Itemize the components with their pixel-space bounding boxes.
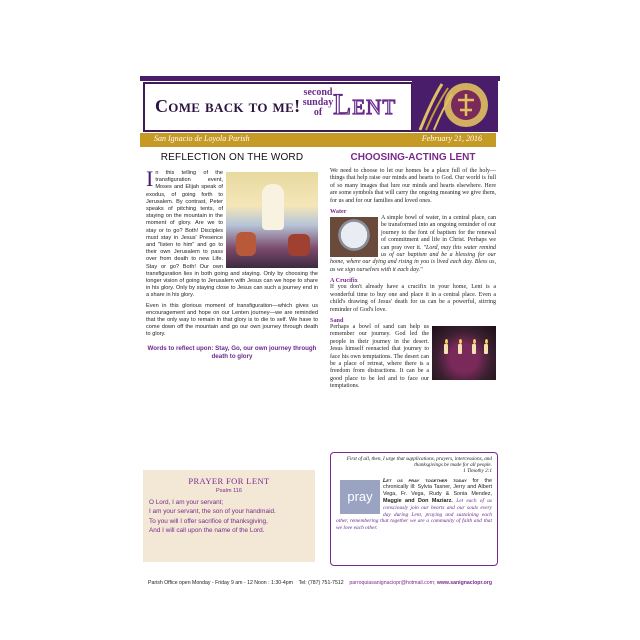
prayer-lines (143, 494, 315, 535)
header-box (143, 82, 413, 132)
parish-bar (140, 133, 496, 147)
website-link[interactable]: www.sanignaciopr.org (436, 580, 492, 586)
painting-figure-disciple-2 (288, 234, 310, 256)
quote-reference: 1 Timothy 2:1 (463, 468, 492, 475)
sand-text: Perhaps a bowl of sand can help us remember our journey. God led the people in their journey in the desert. Jesus himself reenacted that journey to face his own temptations. The desert can be a place of retreat, where there is a freedom from distractions. It can be a good place to be led and to face our temptations. (330, 323, 429, 390)
candle (458, 344, 462, 354)
water-heading: Water (330, 208, 347, 216)
reflection-para-1: n this telling of the transfiguration event, Moses and Elijah speak of exodus, of going forth to Jerusalem. By contrast, Peter speaks of pitching tents, of staying on the mountain in the moment of glory. Are we to stay or to go? Both! Disciples must stay in Jesus' Presence and "listen to him" and go to their own Jerusalem to pass over from death to new Life. Stay or go? Both! Our own transfiguration lies in both going and staying. Only by choosing the longer vision of going to Jerusalem with Jesus can we hope to share in his glory. Only by staying close to Jesus can such a journey end in a share in his glory. (146, 170, 318, 299)
scripture-quote (331, 453, 497, 475)
water-text: A simple bowl of water, in a central place, can be transformed into an ongoing reminder of our journey to the font of baptism for the renewal of commitment and life in Christ. Perhaps we can pray over it. (381, 215, 496, 251)
phone: Tel: (787) 751-7512 (298, 580, 344, 586)
pray-together-box (330, 452, 498, 566)
candle-flame (485, 339, 488, 344)
choosing-intro: We need to choose to let our homes be a place full of the holy—things that help raise our minds and hearts to God. Our world is full of so many images that lure our minds and hearts elsewhere. Here are some symbols that will carry the ongoing meaning we give them, for us and for our families and loved ones. (330, 168, 496, 204)
psalm-reference: Psalm 116 (215, 488, 242, 494)
water-section (330, 215, 496, 274)
prayer-title: PRAYER FOR LENT (188, 476, 270, 486)
lent-title: Lent (333, 88, 397, 121)
candle (472, 344, 476, 354)
pray-image: pray (340, 480, 380, 514)
sick-list-names: Maggie and Don Maziarz. (383, 498, 453, 504)
prayer-line: O Lord, I am your servant; (149, 499, 224, 506)
painting-figure-disciple (236, 232, 256, 256)
pray-closing: Let each of us consciously join our hearts and our souls every day during Lent, praying and sustaining each other, remembering that together we are a community of faith and that we love each other. (336, 498, 492, 532)
reflection-body (146, 166, 318, 300)
prayer-box (143, 470, 315, 562)
candle (484, 344, 488, 354)
sand-heading: Sand (330, 316, 344, 324)
crucifix-text: If you don't already have a crucifix in your home, Lent is a wonderful time to buy one and place it in a central place. Even a child's drawing of Jesus' death for us can be a powerful, stirring reminder of God's love. (330, 284, 496, 313)
pray-lead: Let us pray together today (383, 477, 467, 484)
water-prayer: "Lord, may this water remind us of our baptism and be a blessing for our home, where our dying and rising in you is lived each day. Bless us, as we sign ourselves with it each day." (330, 244, 497, 273)
candles-image (432, 326, 496, 380)
candle-flame (473, 339, 476, 344)
prayer-line: To you will I offer sacrifice of thanksgiving, (149, 517, 268, 525)
painting-figure-jesus (262, 184, 284, 230)
quote-text: First of all, then, I urge that supplications, prayers, intercessions, and thanksgivings be made for all people. (346, 456, 492, 469)
choosing-column (330, 152, 496, 391)
candle-flame (459, 339, 462, 344)
pray-together-body (331, 478, 497, 532)
reflection-column (146, 152, 318, 361)
reflection-heading: REFLECTION ON THE WORD (160, 152, 304, 163)
email-link[interactable]: parroquiasanignaciopr@hotmail.com; (349, 580, 436, 586)
bulletin-date: February 21, 2016 (421, 134, 482, 143)
candle (444, 344, 448, 354)
prayer-line: I am your servant, the son of your handmaid. (149, 508, 276, 516)
wheat-icon (412, 80, 498, 132)
parish-name: San Ignacio de Loyola Parish (154, 134, 250, 143)
sunday-label-line1: second (303, 87, 333, 98)
office-hours: Parish Office open Monday - Friday 9 am - 12 Noon : 1:30-4pm (148, 580, 293, 586)
wheat-ihs-emblem (412, 80, 498, 132)
words-to-reflect: Words to reflect upon: Stay, Go, our own journey through death to glory (147, 344, 317, 360)
water-bowl-image (330, 217, 378, 257)
sunday-label-line3: of (313, 107, 323, 118)
sunday-label (301, 88, 335, 118)
page-title: Come back to me! (155, 96, 301, 116)
footer (140, 580, 500, 586)
sick-list: for the chronically ill: Sylvia Tasner, Jerry and Albert Vega, Fr. Vega, Rudy & Sonia Mendez, (383, 477, 492, 498)
choosing-heading: CHOOSING-ACTING LENT (350, 152, 476, 163)
sunday-label-line2: sunday (302, 97, 334, 108)
drop-cap: I (146, 166, 154, 191)
reflection-para-2: Even in this glorious moment of transfiguration—which gives us encouragement and hope on our Lenten journey—we are reminded that the only way to remain in that glory is to die to self. We have to come down off the mountain and go our own journey through death to glory. (146, 302, 318, 338)
transfiguration-painting (226, 172, 318, 268)
prayer-line: And I will call upon the name of the Lord. (149, 526, 265, 534)
candle-flame (445, 339, 448, 344)
crucifix-heading: A Crucifix (330, 277, 358, 285)
sand-section (330, 324, 496, 391)
